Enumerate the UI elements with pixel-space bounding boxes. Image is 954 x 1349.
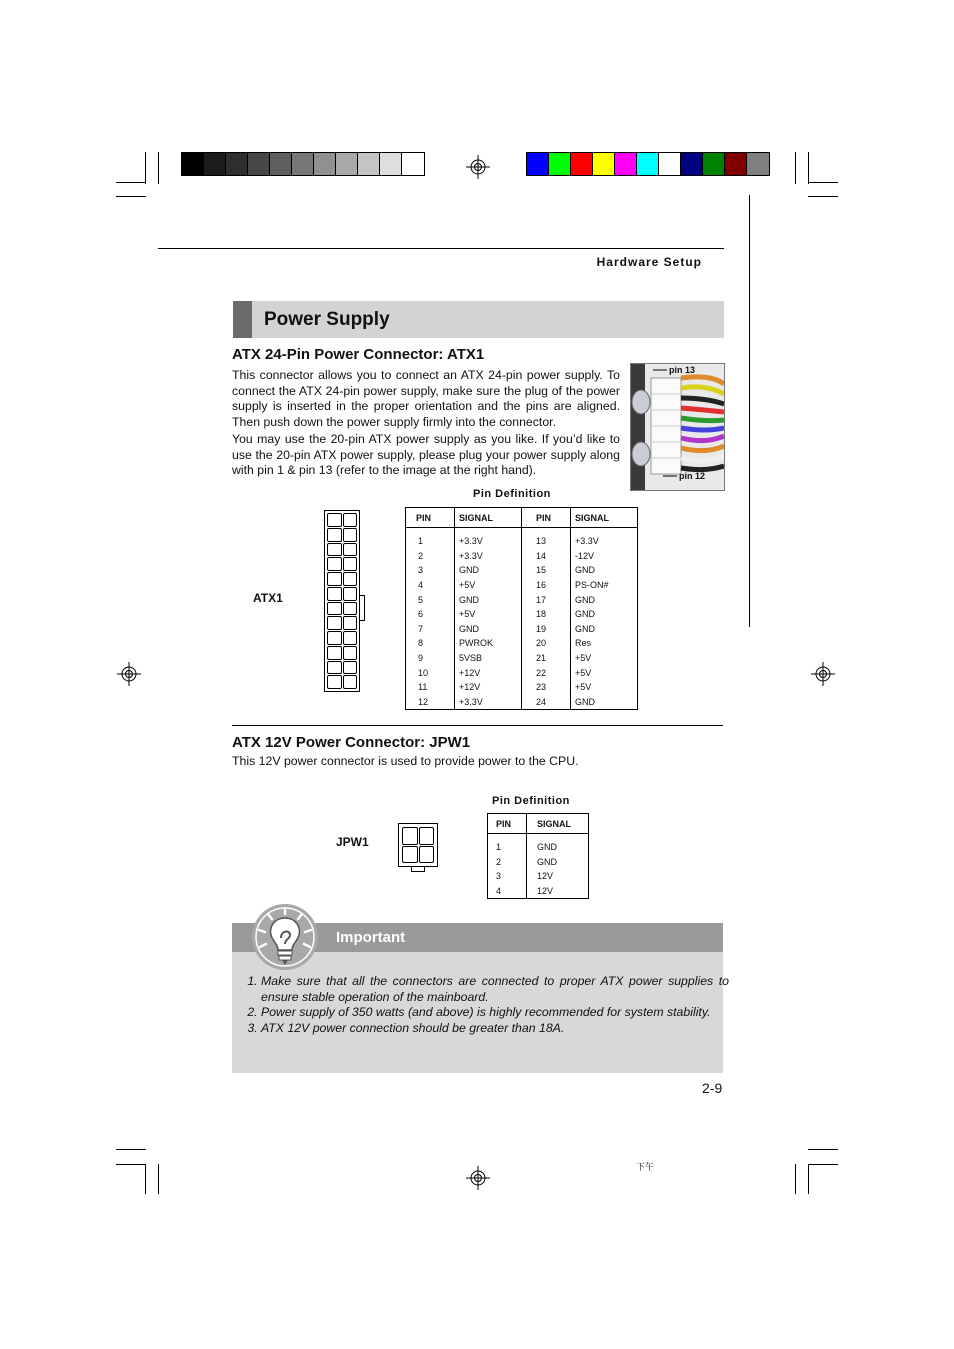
margin-rule	[749, 195, 750, 627]
color-swatch	[248, 153, 270, 175]
pin13-label: pin 13	[669, 365, 696, 375]
color-swatch	[637, 153, 659, 175]
table-row	[406, 578, 638, 593]
table-cell: 18	[522, 607, 571, 622]
table-cell: 3	[496, 871, 502, 882]
table-cell: 6	[418, 609, 424, 620]
connector-pin	[343, 675, 358, 689]
lightbulb-icon	[250, 902, 320, 972]
connector-pin	[343, 661, 358, 675]
color-swatch-bar	[526, 152, 770, 176]
section-label: Hardware Setup	[596, 255, 702, 269]
table-cell: 12V	[527, 869, 589, 884]
table-cell: 4	[496, 886, 502, 897]
table-cell: 5	[418, 594, 424, 605]
crop-mark	[808, 152, 809, 184]
color-swatch	[593, 153, 615, 175]
table-cell: 10	[418, 667, 429, 678]
table-cell: 1	[418, 536, 424, 547]
table-cell: 1	[496, 842, 502, 853]
table-header-row	[488, 814, 589, 834]
connector-pin	[327, 631, 342, 645]
connector-pin	[343, 587, 358, 601]
registration-mark-icon	[466, 1166, 490, 1190]
crop-mark	[795, 152, 796, 184]
table-cell: GND	[571, 563, 638, 578]
color-swatch	[571, 153, 593, 175]
table-cell: +5V	[571, 680, 638, 695]
table-cell: +5V	[455, 607, 522, 622]
table-row	[406, 665, 638, 680]
atx24-paragraph-2: You may use the 20-pin ATX power supply as you like. If you’d like to use the 20-pin ATX power supply, please plug your power supply along with pin 1 & pin 13 (refer to the image at the right hand).	[232, 432, 620, 477]
connector-pin	[343, 646, 358, 660]
connector-pin	[343, 602, 358, 616]
table-cell: 14	[522, 549, 571, 564]
table-cell: +12V	[455, 680, 522, 695]
table-cell: +12V	[455, 665, 522, 680]
table-cell: 11	[418, 682, 428, 693]
crop-mark	[145, 1164, 146, 1194]
color-swatch	[527, 153, 549, 175]
jpw1-label: JPW1	[336, 835, 369, 849]
connector-pin	[343, 543, 358, 557]
jpw1-paragraph: This 12V power connector is used to provide power to the CPU.	[232, 754, 579, 768]
registration-mark-icon	[466, 155, 490, 179]
table-row	[488, 834, 589, 855]
connector-latch	[360, 595, 365, 621]
crop-mark	[158, 1164, 159, 1194]
color-swatch	[549, 153, 571, 175]
color-swatch	[204, 153, 226, 175]
table-cell: +3.3V	[455, 528, 522, 549]
registration-mark-icon	[117, 662, 141, 686]
color-swatch	[615, 153, 637, 175]
table-cell: 12V	[527, 884, 589, 899]
table-cell: 20	[522, 636, 571, 651]
table-row	[406, 592, 638, 607]
grayscale-swatch-bar	[181, 152, 425, 176]
table-cell: 7	[418, 623, 424, 634]
table-cell: PWROK	[455, 636, 522, 651]
color-swatch	[270, 153, 292, 175]
table-cell: 2	[418, 550, 424, 561]
table-cell: 21	[522, 651, 571, 666]
list-item: 3. ATX 12V power connection should be greater than 18A.	[261, 1021, 729, 1037]
table-cell: 23	[522, 680, 571, 695]
color-swatch	[336, 153, 358, 175]
table-row	[406, 563, 638, 578]
section-divider	[232, 725, 723, 726]
crop-mark	[116, 196, 146, 197]
connector-pin	[343, 631, 358, 645]
table-cell: GND	[527, 834, 589, 855]
color-swatch	[402, 153, 424, 175]
connector-pin	[327, 543, 342, 557]
color-swatch	[292, 153, 314, 175]
color-swatch	[358, 153, 380, 175]
table-row	[406, 549, 638, 564]
jpw1-pin-grid	[402, 827, 434, 863]
table-cell: +5V	[571, 665, 638, 680]
connector-pin	[327, 528, 342, 542]
atx1-label: ATX1	[253, 591, 283, 605]
connector-pin	[419, 846, 435, 864]
table-cell: 5VSB	[455, 651, 522, 666]
atx1-connector-diagram	[324, 510, 360, 692]
page-title: Power Supply	[264, 309, 390, 330]
crop-mark	[795, 1164, 796, 1194]
title-tab	[233, 301, 252, 338]
crop-mark	[116, 1164, 146, 1165]
column-header: PIN	[522, 508, 571, 528]
table-row	[406, 528, 638, 549]
connector-pin	[327, 616, 342, 630]
table-cell: Res	[571, 636, 638, 651]
connector-pin	[327, 661, 342, 675]
page-number: 2-9	[702, 1080, 723, 1096]
color-swatch	[380, 153, 402, 175]
crop-mark	[808, 182, 838, 183]
table-row	[406, 607, 638, 622]
color-swatch	[182, 153, 204, 175]
table-cell: GND	[571, 592, 638, 607]
header-rule	[158, 248, 724, 249]
table-row	[406, 695, 638, 710]
column-header: PIN	[488, 814, 527, 834]
atx24-heading: ATX 24-Pin Power Connector: ATX1	[232, 346, 485, 363]
table-cell: GND	[571, 622, 638, 637]
table-cell: 24	[522, 695, 571, 710]
crop-mark	[116, 182, 146, 183]
color-swatch	[681, 153, 703, 175]
connector-pin	[402, 846, 418, 864]
connector-pin	[327, 587, 342, 601]
atx24-pin-table	[405, 507, 638, 710]
table-cell: 4	[418, 580, 424, 591]
table-row	[406, 622, 638, 637]
crop-mark	[808, 1149, 838, 1150]
connector-pin	[343, 528, 358, 542]
table-cell: GND	[571, 607, 638, 622]
pin12-label: pin 12	[679, 471, 706, 481]
table-cell: 16	[522, 578, 571, 593]
column-header: SIGNAL	[571, 508, 638, 528]
table-row	[488, 855, 589, 870]
table-row	[406, 636, 638, 651]
table-row	[488, 869, 589, 884]
connector-pin	[343, 572, 358, 586]
connector-pin	[327, 513, 342, 527]
crop-mark	[808, 1164, 838, 1165]
connector-latch	[411, 867, 425, 872]
table-cell: GND	[455, 622, 522, 637]
table-cell: GND	[455, 592, 522, 607]
table-cell: -12V	[571, 549, 638, 564]
jpw1-pin-definition-caption: Pin Definition	[492, 795, 570, 807]
table-header-row	[406, 508, 638, 528]
connector-pin	[419, 827, 435, 845]
connector-pin	[327, 557, 342, 571]
table-cell: 9	[418, 653, 424, 664]
connector-pin	[343, 616, 358, 630]
color-swatch	[747, 153, 769, 175]
connector-pin	[327, 646, 342, 660]
table-cell: 13	[522, 528, 571, 549]
column-header: PIN	[406, 508, 455, 528]
table-cell: 12	[418, 696, 429, 707]
connector-pin	[327, 675, 342, 689]
crop-mark	[116, 1149, 146, 1150]
table-row	[406, 651, 638, 666]
table-cell: 15	[522, 563, 571, 578]
color-swatch	[659, 153, 681, 175]
crop-mark	[158, 152, 159, 184]
column-header: SIGNAL	[527, 814, 589, 834]
registration-mark-icon	[811, 662, 835, 686]
color-swatch	[226, 153, 248, 175]
connector-pin	[343, 513, 358, 527]
table-cell: GND	[571, 695, 638, 710]
color-swatch	[703, 153, 725, 175]
table-cell: GND	[455, 563, 522, 578]
power-plug-image	[631, 364, 724, 490]
table-cell: 19	[522, 622, 571, 637]
crop-mark	[145, 152, 146, 184]
table-cell: GND	[527, 855, 589, 870]
table-cell: +5V	[571, 651, 638, 666]
atx24-connector-photo	[630, 363, 725, 491]
list-item: 1. Make sure that all the connectors are connected to proper ATX power supplies to ensure stable operation of the mainboard.	[261, 974, 729, 1005]
table-cell: +3.3V	[571, 528, 638, 549]
list-item: 2. Power supply of 350 watts (and above) is highly recommended for system stability.	[261, 1005, 729, 1021]
connector-pin	[327, 602, 342, 616]
crop-mark	[808, 196, 838, 197]
table-cell: 17	[522, 592, 571, 607]
table-cell: 22	[522, 665, 571, 680]
jpw1-pin-table	[487, 813, 589, 899]
jpw1-heading: ATX 12V Power Connector: JPW1	[232, 734, 471, 751]
table-cell: PS-ON#	[571, 578, 638, 593]
table-row	[488, 884, 589, 899]
column-header: SIGNAL	[455, 508, 522, 528]
atx1-pin-grid	[327, 513, 357, 689]
table-cell: +3.3V	[455, 549, 522, 564]
table-cell: 8	[418, 638, 424, 649]
color-swatch	[725, 153, 747, 175]
table-cell: 3	[418, 565, 424, 576]
atx24-pin-definition-caption: Pin Definition	[473, 488, 551, 500]
connector-pin	[343, 557, 358, 571]
footer-mark: 下午	[636, 1162, 655, 1172]
important-list	[246, 974, 729, 1036]
connector-pin	[402, 827, 418, 845]
color-swatch	[314, 153, 336, 175]
connector-pin	[327, 572, 342, 586]
title-bar	[233, 301, 724, 338]
crop-mark	[808, 1164, 809, 1194]
jpw1-connector-diagram	[398, 823, 438, 867]
table-cell: +5V	[455, 578, 522, 593]
table-cell: +3.3V	[455, 695, 522, 710]
atx24-paragraph-1: This connector allows you to connect an ATX 24-pin power supply. To connect the ATX 24-pin power supply, make sure the plug of the power supply is inserted in the proper orientation and the pins are aligned. Then push down the power supply firmly into the connector.	[232, 368, 620, 429]
table-row	[406, 680, 638, 695]
important-title: Important	[336, 929, 406, 946]
table-cell: 2	[496, 856, 502, 867]
